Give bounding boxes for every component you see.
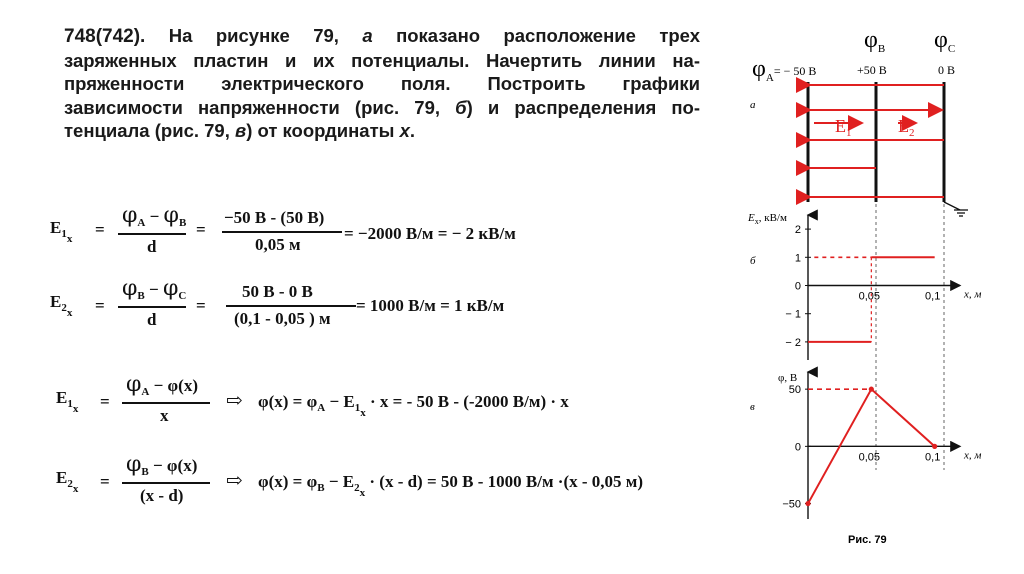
eq3-rhs-esub: 1 [354,402,361,414]
e2-symbol: E [898,116,909,136]
problem-line-2: заряженных пластин и их потенциалы. Начертить линии на- [64,49,700,71]
phi-b-symbol: φ [163,203,179,228]
minus: − [149,280,159,299]
phi-c-value: 0 В [938,63,956,77]
data-point [869,387,874,392]
eq2-frac2-num: 50 В - 0 В [242,282,313,301]
implies-arrow-icon: ⇨ [226,470,243,492]
line5-pre: тенциала (рис. 79, [64,120,230,142]
phi-a-symbol: φ [752,56,766,82]
y-tick-label: 1 [794,252,801,265]
x-tick-label: 0,1 [925,290,941,303]
y-tick-label: −50 [782,498,801,511]
phi-c-sub: C [947,43,956,55]
x-tick-label: 0,05 [858,451,881,464]
data-point [932,444,937,449]
minus: − [149,207,160,226]
eq1-denominator: d [147,237,157,256]
eq4-rhs-a: φ(x) = φ [258,472,318,491]
phi-a-sub: A [765,72,774,84]
eq3-rhs-a: φ(x) = φ [258,392,318,411]
phi-a-sub: A [141,386,150,398]
phi-a-sub: A [137,217,146,229]
phi-x: − φ(x) [153,376,198,395]
y-tick-label: − 2 [785,336,801,349]
line5-post: ) от координаты [246,120,395,142]
eq4-denominator: (x - d) [140,486,184,505]
e2-sub: 2 [909,127,915,139]
eq4-lhs-sub: 2 [67,478,73,490]
eq1-equals-2: = [196,220,206,239]
figure-caption: Рис. 79 [848,534,887,546]
y-tick-label: 2 [794,224,801,237]
e1-sub: 1 [846,127,852,139]
data-point [805,501,810,506]
eq3-rhs-b: − E [329,392,355,411]
panel-b-label: б [750,255,756,267]
eq4-rhs-c: · (x - d) = 50 В - 1000 В/м ·(x - 0,05 м) [369,472,644,491]
eq2-frac2-den: (0,1 - 0,05 ) м [234,309,331,328]
ground-icon [944,202,968,216]
line4-pre: зависимости напряженности (рис. 79, [64,96,441,118]
eq4-lhs-e: E [56,468,68,487]
panel-v-label: в [750,401,755,413]
eq4-rhs-esub: 2 [354,482,360,494]
eq3-lhs-subx: x [72,403,79,415]
phi-c-sub: C [178,290,187,302]
phi-b-symbol: φ [864,27,878,53]
phi-c-symbol: φ [934,27,948,53]
ref-a: а [362,25,373,46]
x-tick-label: 0,05 [858,290,881,303]
phi-b-value: +50 В [857,63,887,77]
x-tick-label: 0,1 [925,451,941,464]
phi-a-symbol: φ [126,372,142,397]
potential-labels [752,27,955,84]
eq1-lhs-sub: 1 [61,228,67,240]
phi-b-symbol: φ [122,276,138,301]
panel-a-label: а [750,99,756,111]
eq1-lhs-subx: x [66,233,73,245]
e1-label [835,116,852,139]
eq1-frac2-num: −50 В - (50 В) [224,208,325,227]
eq4-rhs-sub: B [317,482,325,494]
eq1-result: = −2000 В/м = − 2 кВ/м [344,224,516,243]
phi-a-value: = − 50 В [773,64,817,78]
eq1-frac2-den: 0,05 м [255,235,301,254]
ref-x: x [399,120,410,142]
phi-b-symbol: φ [126,452,142,477]
phi-b-sub: B [137,290,145,302]
y-tick-label: 50 [788,384,801,397]
phi-b-sub: B [178,217,187,229]
phi-a-label [752,56,816,84]
line1-end: показано расположение трех [396,25,701,46]
problem-line-3: пряженности электрического поля. Построить графики [64,73,700,95]
eq2-equals-2: = [196,296,206,315]
phi-c-label [934,27,955,55]
line4-post: ) и распределения по- [466,96,701,118]
eq3-rhs-sub: A [317,402,326,414]
eq3-equals: = [100,392,110,411]
eq3-denominator: x [160,406,169,425]
eq3-rhs-esubx: x [360,407,366,419]
eq2-denominator: d [147,310,157,329]
x-axis-label: x, м [964,449,982,462]
line5-end: . [409,120,416,142]
eq4-rhs-esubx: x [359,487,366,499]
eq2-equals-1: = [95,296,105,315]
eq4-rhs-b: − E [328,472,355,491]
y-axis-label: $E_x$, кВ/м [748,212,787,226]
phi-c-symbol: φ [162,276,179,301]
e2-label [898,116,915,139]
phi-b-label [864,27,885,55]
eq2-lhs-subx: x [66,307,73,319]
phi-b-sub: B [141,466,149,478]
eq4-lhs-subx: x [72,483,79,495]
eq3-lhs-e: E [56,388,68,407]
eq2-lhs-sub: 2 [61,302,67,314]
y-tick-label: 0 [794,441,801,454]
ref-b: б [455,96,467,118]
phi-a-symbol: φ [122,203,138,228]
line1-text: На рисунке 79, [168,25,339,46]
chart-potential [778,372,981,519]
y-tick-label: − 1 [785,308,801,321]
eq4-equals: = [100,472,110,491]
y-axis-label: φ, В [778,372,798,384]
ref-v: в [235,120,247,142]
eq2-lhs-e: E [50,292,62,311]
eq1-equals-1: = [95,220,105,239]
eq1-lhs-e: E [50,218,62,237]
y-tick-label: 0 [794,280,801,293]
phi-b-sub: B [877,43,886,55]
e1-symbol: E [835,116,846,136]
problem-number: 748(742). [64,26,146,47]
phi-x: − φ(x) [153,456,198,475]
chart-e-field [747,212,981,360]
eq2-result: = 1000 В/м = 1 кВ/м [356,296,505,315]
eq3-rhs-c: · x = - 50 В - (-2000 В/м) · x [369,392,569,411]
implies-arrow-icon: ⇨ [226,390,243,412]
x-axis-label: x, м [964,288,982,301]
eq3-lhs-sub: 1 [67,398,73,410]
